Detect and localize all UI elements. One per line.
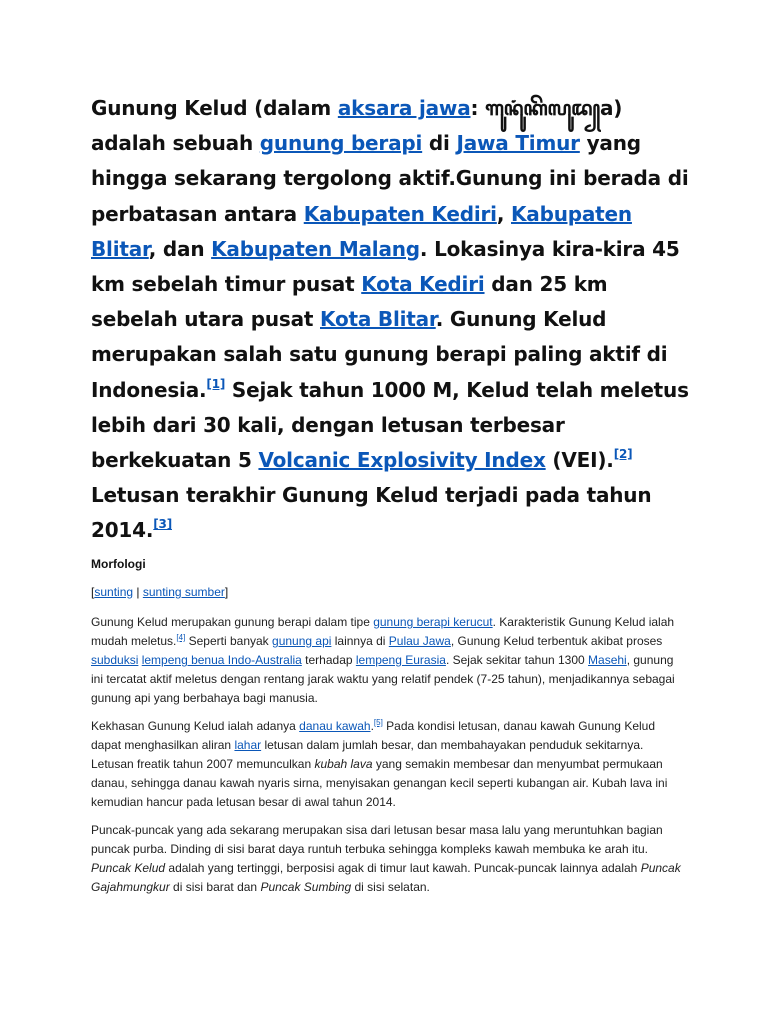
citation-link-4[interactable]: [4] (176, 633, 186, 642)
citation-3 (153, 517, 172, 531)
emphasis-kubah-lava: kubah lava (314, 757, 373, 771)
bracket: ] (224, 585, 229, 599)
body-text: . Karakteristik Gunung Kelud ialah mudah meletus. (91, 615, 675, 648)
body-text: . Sejak sekitar tahun 1300 (445, 653, 589, 667)
body-text: di sisi barat dan (169, 880, 261, 894)
emphasis-puncak-sumbing: Puncak Sumbing (260, 880, 352, 894)
link-kabupaten-malang[interactable]: Kabupaten Malang (211, 236, 420, 261)
link-gunung-berapi[interactable]: gunung berapi (259, 131, 423, 156)
link-danau-kawah[interactable]: danau kawah (299, 719, 371, 733)
link-jawa-timur[interactable]: Jawa Timur (456, 131, 580, 156)
body-text: Kekhasan Gunung Kelud ialah adanya (91, 719, 300, 733)
paragraph-2 (91, 717, 681, 812)
lead-text: : (470, 96, 486, 120)
body-text: Pada kondisi letusan, danau kawah Gunung Kelud dapat menghasilkan aliran (91, 719, 656, 752)
lead-text: Gunung Kelud (dalam (91, 96, 338, 120)
link-lempeng-eurasia[interactable]: lempeng Eurasia (355, 653, 446, 667)
link-kabupaten-kediri[interactable]: Kabupaten Kediri (303, 201, 497, 226)
lead-text: . Gunung Kelud merupakan salah satu gunung berapi paling aktif di Indonesia. (91, 307, 668, 402)
body-text: Seperti banyak (185, 634, 273, 648)
edit-links (91, 585, 228, 599)
paragraph-1 (91, 613, 681, 708)
link-pulau-jawa[interactable]: Pulau Jawa (388, 634, 451, 648)
emphasis-puncak-gajahmungkur: Puncak Gajahmungkur (91, 861, 681, 894)
link-gunung-berapi-kerucut[interactable]: gunung berapi kerucut (373, 615, 493, 629)
body-text: terhadap (301, 653, 356, 667)
body-text: yang semakin membesar dan menyumbat permukaan danau, sehingga danau kawah nyaris sirna, menyisakan genangan kecil seperti kubangan air. Kubah lava ini kemudian hancur pada letusan besar di awal tahun 2014. (91, 757, 668, 809)
link-gunung-api[interactable]: gunung api (272, 634, 332, 648)
lead-text: Letusan terakhir Gunung Kelud terjadi pada tahun 2014. (91, 483, 652, 543)
link-lahar[interactable]: lahar (234, 738, 262, 752)
citation-5 (374, 718, 383, 727)
lead-text: , (496, 201, 511, 226)
lead-text: (VEI). (545, 448, 614, 473)
javanese-script: ꦒꦸꦤꦸꦁꦏꦼꦭꦸꦢ꧀ (485, 96, 600, 120)
body-text: , gunung ini tercatat aktif meletus dengan rentang jarak waktu yang relatif pendek (7-25 tahun), menjadikannya sebagai gunung api yang berbahaya bagi manusia. (91, 653, 675, 705)
section-heading-morfologi: Morfologi (91, 557, 146, 571)
citation-link-1[interactable]: [1] (206, 376, 226, 391)
citation-link-2[interactable]: [2] (613, 447, 633, 462)
lead-text: , dan (148, 236, 212, 261)
separator: | (133, 585, 143, 599)
emphasis-puncak-kelud: Puncak Kelud (91, 861, 166, 875)
link-masehi[interactable]: Masehi (588, 653, 627, 667)
body-text: di sisi selatan. (351, 880, 430, 894)
citation-link-5[interactable]: [5] (373, 718, 383, 727)
body-text: Gunung Kelud merupakan gunung berapi dalam tipe (91, 615, 374, 629)
lead-text: Sejak tahun 1000 M, Kelud telah meletus lebih dari 30 kali, dengan letusan terbesar berkekuatan 5 (91, 377, 689, 473)
lead-text: a) adalah sebuah (91, 96, 623, 156)
link-lempeng-indo-australia[interactable]: lempeng benua Indo-Australia (141, 653, 302, 667)
citation-2 (614, 447, 633, 461)
link-kota-blitar[interactable]: Kota Blitar (320, 307, 436, 332)
link-volcanic-explosivity-index[interactable]: Volcanic Explosivity Index (258, 448, 546, 473)
citation-link-3[interactable]: [3] (153, 517, 172, 532)
body-text: . (370, 719, 374, 733)
link-kabupaten-blitar[interactable]: Kabupaten Blitar (91, 201, 632, 261)
lead-paragraph (91, 91, 691, 549)
paragraph-3 (91, 821, 681, 897)
body-text: adalah yang tertinggi, berposisi agak di timur laut kawah. Puncak-puncak lainnya adalah (165, 861, 641, 875)
bracket: [ (91, 585, 95, 599)
lead-text: yang hingga sekarang tergolong aktif.Gunung ini berada di perbatasan antara (91, 131, 689, 226)
citation-4 (176, 633, 185, 642)
body-text: letusan dalam jumlah besar, dan membahayakan penduduk sekitarnya. Letusan freatik tahun 2007 memunculkan (91, 738, 644, 771)
link-aksara-jawa[interactable]: aksara jawa (337, 96, 471, 120)
lead-text: . Lokasinya kira-kira 45 km sebelah timur pusat (91, 236, 680, 297)
body-text: Puncak-puncak yang ada sekarang merupakan sisa dari letusan besar masa lalu yang meruntuhkan bagian puncak purba. Dinding di sisi barat daya runtuh terbuka sehingga kompleks kawah membuka ke arah itu. (91, 823, 663, 856)
body-text: lainnya di (331, 634, 389, 648)
body-text: , Gunung Kelud terbentuk akibat proses (450, 634, 663, 648)
lead-text: dan 25 km sebelah utara pusat (91, 272, 608, 332)
link-subduksi[interactable]: subduksi (91, 653, 139, 667)
citation-1 (206, 377, 225, 391)
edit-source-link[interactable]: sunting sumber (142, 585, 225, 599)
edit-link[interactable]: sunting (94, 585, 134, 599)
link-kota-kediri[interactable]: Kota Kediri (361, 272, 485, 297)
lead-text: di (422, 131, 457, 156)
